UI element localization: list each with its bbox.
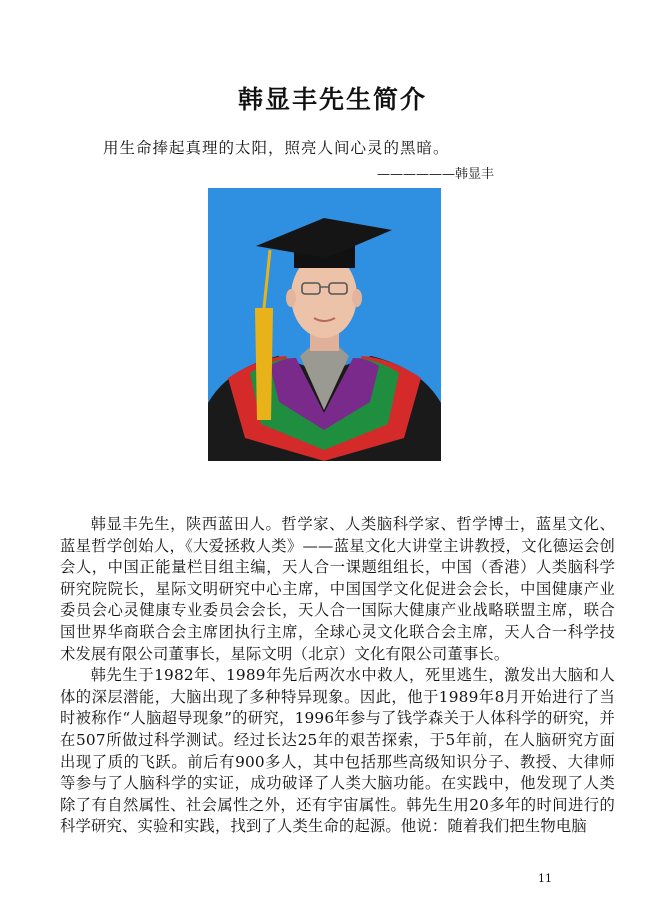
page-title: 韩显丰先生简介 — [237, 85, 427, 114]
biography-body — [60, 514, 615, 838]
attribution: ——————韩显丰 — [377, 167, 495, 182]
paragraph: 韩显丰先生，陕西蓝田人。哲学家、人类脑科学家、哲学博士，蓝星文化、蓝星哲学创始人，《大爱拯救人类》——蓝星文化大讲堂主讲教授，文化德运会创会人，中国正能量栏目组主编，天人合一课题组组长，中国（香港）人类脑科学研究院院长，星际文明研究中心主席，中国国学文化促进会会长，中国健康产业委员会心灵健康专业委员会会长，天人合一国际大健康产业战略联盟主席，联合国世界华商联合会主席团执行主席，全球心灵文化联合会主席，天人合一科学技术发展有限公司董事长，星际文明（北京）文化有限公司董事长。 — [60, 515, 615, 663]
paragraph: 韩先生于1982年、1989年先后两次水中救人，死里逃生，激发出大脑和人体的深层潜能，大脑出现了多种特异现象。因此，他于1989年8月开始进行了当时被称作“人脑超导现象”的研究，1996年参与了钱学森关于人体科学的研究，并在507所做过科学测试。经过长达25年的艰苦探索，于5年前，在人脑研究方面出现了质的飞跃。前后有900多人，其中包括那些高级知识分子、教授、大律师等参与了人脑科学的实证，成功破译了人类大脑功能。在实践中，他发现了人类除了有自然属性、社会属性之外，还有宇宙属性。韩先生用20多年的时间进行的科学研究、实验和实践，找到了人类生命的起源。他说：随着我们把生物电脑 — [60, 666, 615, 836]
page-number: 11 — [538, 872, 552, 885]
epigraph: 用生命捧起真理的太阳，照亮人间心灵的黑暗。 — [103, 139, 450, 157]
portrait-photo — [208, 188, 441, 461]
